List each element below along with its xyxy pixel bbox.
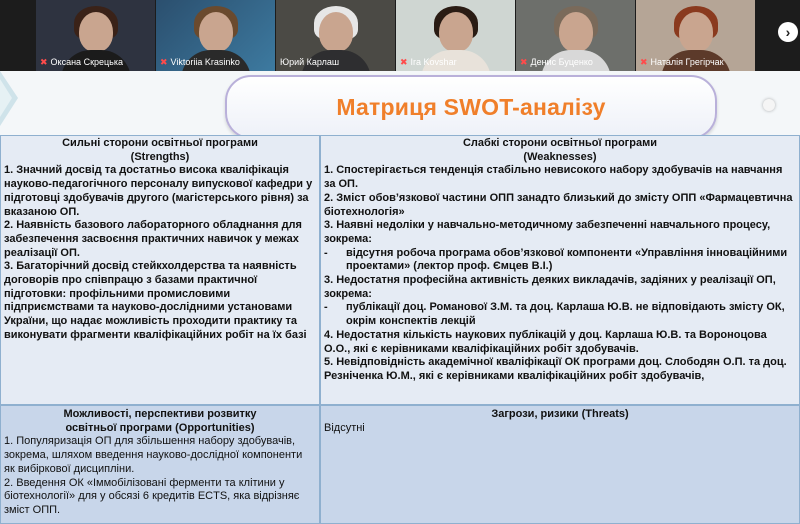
mic-muted-icon: ✖ bbox=[400, 57, 408, 67]
strengths-subheader: (Strengths) bbox=[130, 150, 190, 163]
opportunities-header: Можливості, перспективи розвитку bbox=[63, 408, 257, 420]
mic-muted-icon: ✖ bbox=[40, 57, 48, 67]
avatar-face bbox=[79, 12, 113, 52]
weakness-subitem-text: публікації доц. Романової З.М. та доц. Карлаша Ю.В. не відповідають змісту ОК, окрім конспектів лекцій bbox=[346, 301, 785, 328]
participant-name-row bbox=[276, 55, 395, 69]
avatar-face bbox=[679, 12, 713, 52]
slide-title: Матриця SWOT-аналізу bbox=[336, 93, 606, 120]
mic-muted-icon: ✖ bbox=[160, 57, 168, 67]
threats-text: Відсутні bbox=[324, 421, 365, 434]
dash-bullet: - bbox=[324, 246, 328, 259]
weakness-subitem bbox=[324, 301, 796, 328]
weakness-subitem bbox=[324, 247, 796, 274]
participant-tile[interactable] bbox=[396, 0, 515, 71]
weakness-subitem-text: відсутня робоча програма обов’язкової компоненти «Управління інноваційними проектами» (лектор проф. Ємцев В.І.) bbox=[346, 246, 788, 273]
participant-name-row bbox=[156, 55, 275, 69]
threats-cell bbox=[320, 405, 800, 524]
participant-name: Ira Kovshar bbox=[410, 57, 457, 67]
weaknesses-cell bbox=[320, 135, 800, 405]
swot-table bbox=[0, 135, 800, 524]
slide-title-box bbox=[225, 75, 717, 139]
dash-bullet: - bbox=[324, 301, 328, 314]
participant-name: Viktoriia Krasinko bbox=[170, 57, 240, 67]
next-page-chevron-icon[interactable]: › bbox=[778, 22, 798, 42]
participant-name-row bbox=[516, 55, 635, 69]
strength-item: 3. Багаторічний досвід стейкхолдерства та наявність договорів про співпрацю з базами практичної підготовки: профільними промисловими підприємствами та науково-дослідними установами України, що надає можливість проходити практику та виконувати фрагменти кваліфікаційних робіт на їх базі bbox=[4, 260, 307, 341]
strength-item: 2. Наявність базового лабораторного обладнання для забезпечення засвоєння практичних навичок у межах реалізації ОП. bbox=[4, 219, 302, 259]
slide-nav-dot bbox=[763, 99, 775, 111]
participant-name: Наталія Грегірчак bbox=[650, 57, 724, 67]
participant-tile[interactable] bbox=[516, 0, 635, 71]
weakness-item: 4. Недостатня кількість наукових публікацій у доц. Карлаша Ю.В. та Вороноцова О.О., які є керівниками кваліфікаційних робіт здобувачів. bbox=[324, 328, 767, 355]
strength-item: 1. Значний досвід та достатньо висока кваліфікація науково-педагогічного персоналу випускової кафедри у підготовці здобувачів другого (магістерського рівня) за вказаною ОП. bbox=[4, 164, 313, 218]
participant-name: Оксана Скрецька bbox=[50, 57, 123, 67]
avatar-face bbox=[559, 12, 593, 52]
participant-tile[interactable] bbox=[636, 0, 755, 71]
opportunity-item: 1. Популяризація ОП для збільшення набору здобувачів, зокрема, шляхом введення науково-дослідної компоненти як вибіркової дисципліни. bbox=[4, 435, 303, 475]
decorative-chevron-icon bbox=[0, 71, 30, 126]
participant-name-row bbox=[396, 55, 515, 69]
participant-name: Денис Буценко bbox=[530, 57, 593, 67]
weaknesses-subheader: (Weaknesses) bbox=[523, 150, 597, 163]
weakness-item: 5. Невідповідність академічної кваліфікації ОК програми доц. Слободян О.П. та доц. Резніченка Ю.М., які є керівниками кваліфікаційних робіт здобувачів, bbox=[324, 356, 787, 382]
participants-strip bbox=[0, 0, 800, 71]
weaknesses-header: Слабкі сторони освітньої програми bbox=[462, 137, 657, 149]
participant-name: Юрий Карлаш bbox=[280, 57, 340, 67]
participant-tile[interactable] bbox=[276, 0, 395, 71]
avatar-face bbox=[199, 12, 233, 52]
mic-muted-icon: ✖ bbox=[640, 57, 648, 67]
avatar-face bbox=[439, 12, 473, 52]
participant-tile[interactable] bbox=[36, 0, 155, 71]
participant-name-row bbox=[36, 55, 155, 69]
strengths-header: Сильні сторони освітньої програми bbox=[62, 137, 258, 149]
avatar-face bbox=[319, 12, 353, 52]
threats-header: Загрози, ризики (Threats) bbox=[491, 408, 629, 420]
strengths-cell bbox=[0, 135, 320, 405]
participant-tile-active[interactable] bbox=[156, 0, 275, 71]
weakness-item: 2. Зміст обов’язкової частини ОПП занадто близький до змісту ОПП «Фармацевтична біотехнологія» bbox=[324, 191, 793, 218]
weakness-item: 3. Недостатня професійна активність деяких викладачів, задіяних у реалізації ОП, зокрема: bbox=[324, 274, 776, 300]
weakness-item: 3. Наявні недоліки у навчально-методичному забезпеченні навчального процесу, зокрема: bbox=[324, 219, 771, 245]
participant-name-row bbox=[636, 55, 755, 69]
opportunity-item: 2. Введення ОК «Іммобілізовані ферменти та клітини у біотехнології» для у обсязі 6 кредитів ECTS, яка відрізняє зміст ОПП. bbox=[4, 476, 300, 516]
shared-slide bbox=[0, 71, 800, 524]
weakness-item: 1. Спостерігається тенденція стабільно невисокого набору здобувачів на навчання за ОП. bbox=[324, 164, 783, 191]
opportunities-cell bbox=[0, 405, 320, 524]
mic-muted-icon: ✖ bbox=[520, 57, 528, 67]
opportunities-subheader: освітньої програми (Opportunities) bbox=[65, 421, 255, 434]
